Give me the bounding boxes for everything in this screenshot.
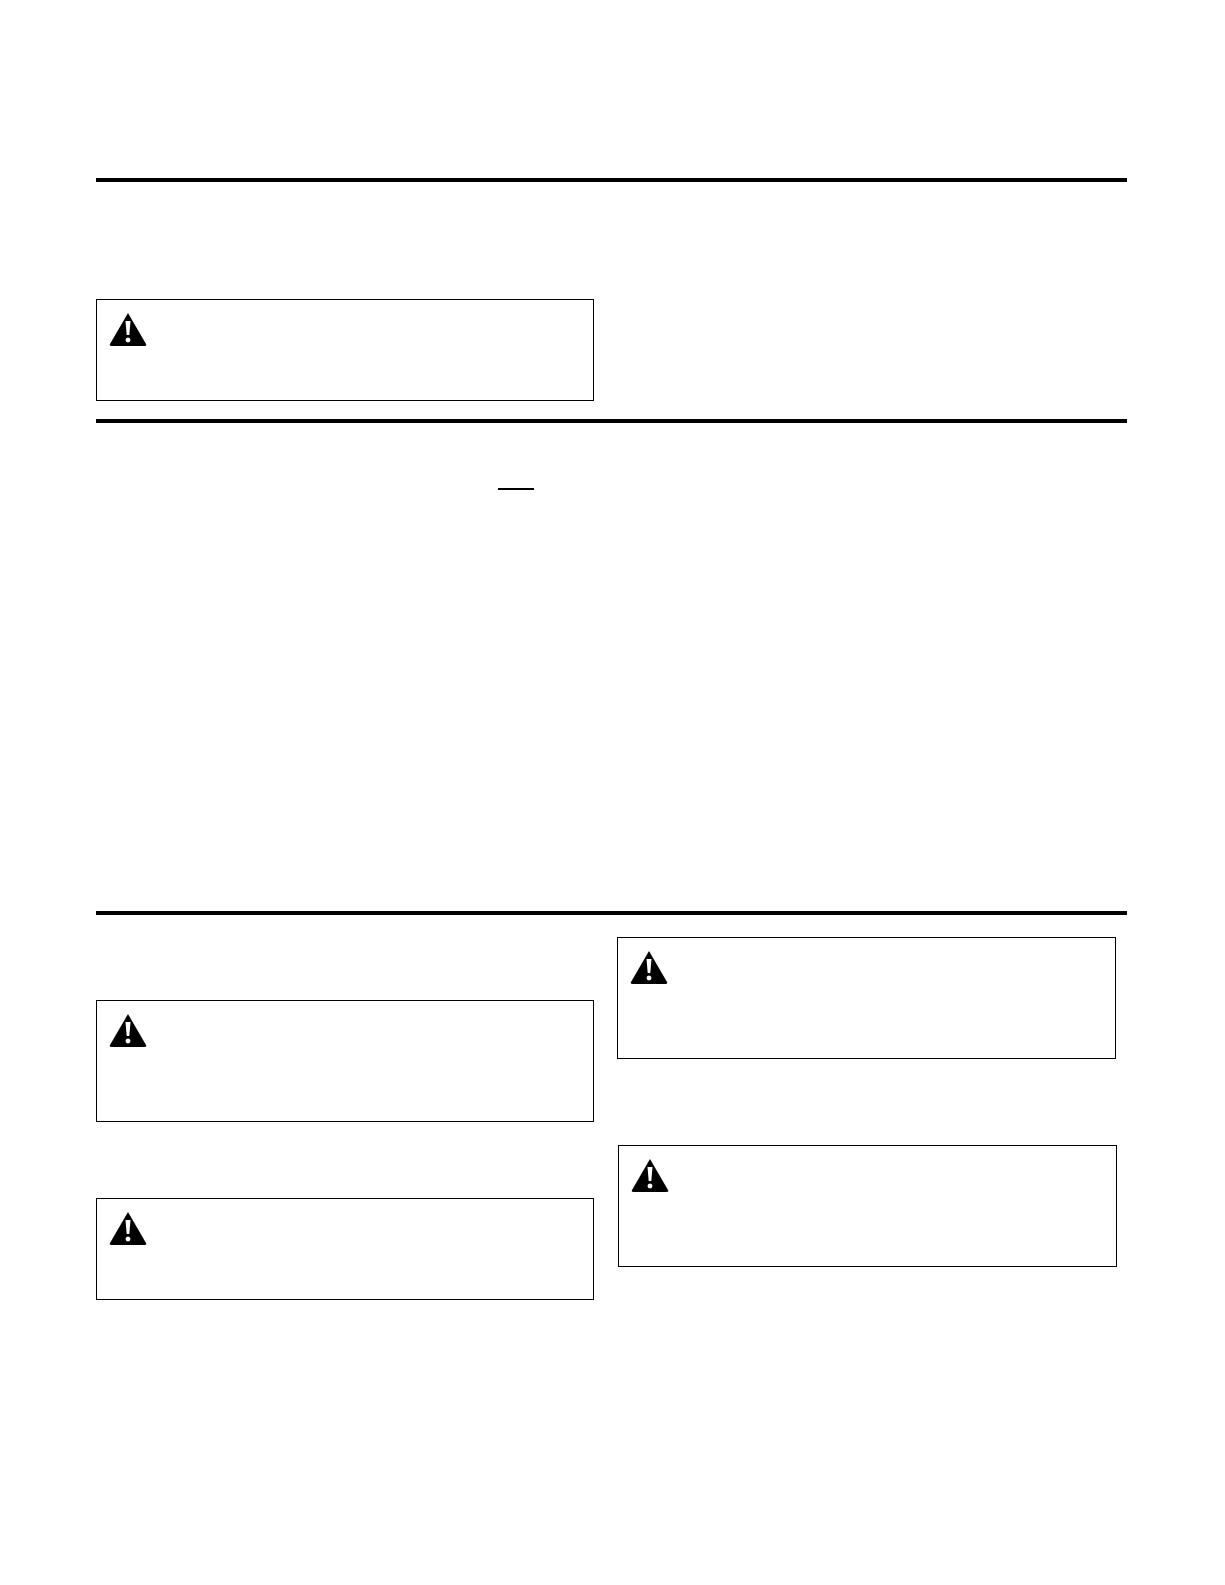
section-divider-bottom	[96, 911, 1127, 915]
warning-triangle-icon	[629, 949, 669, 985]
section-divider-top	[96, 178, 1127, 182]
warning-triangle-icon	[630, 1157, 670, 1193]
underline-mark	[498, 488, 534, 490]
warning-box	[96, 299, 594, 401]
section-divider-middle	[96, 419, 1127, 423]
warning-triangle-icon	[108, 311, 148, 347]
warning-triangle-icon	[108, 1012, 148, 1048]
warning-box	[96, 1000, 594, 1122]
warning-triangle-icon	[108, 1210, 148, 1246]
warning-box	[96, 1198, 594, 1300]
warning-box	[618, 1145, 1117, 1267]
warning-box	[617, 937, 1116, 1059]
